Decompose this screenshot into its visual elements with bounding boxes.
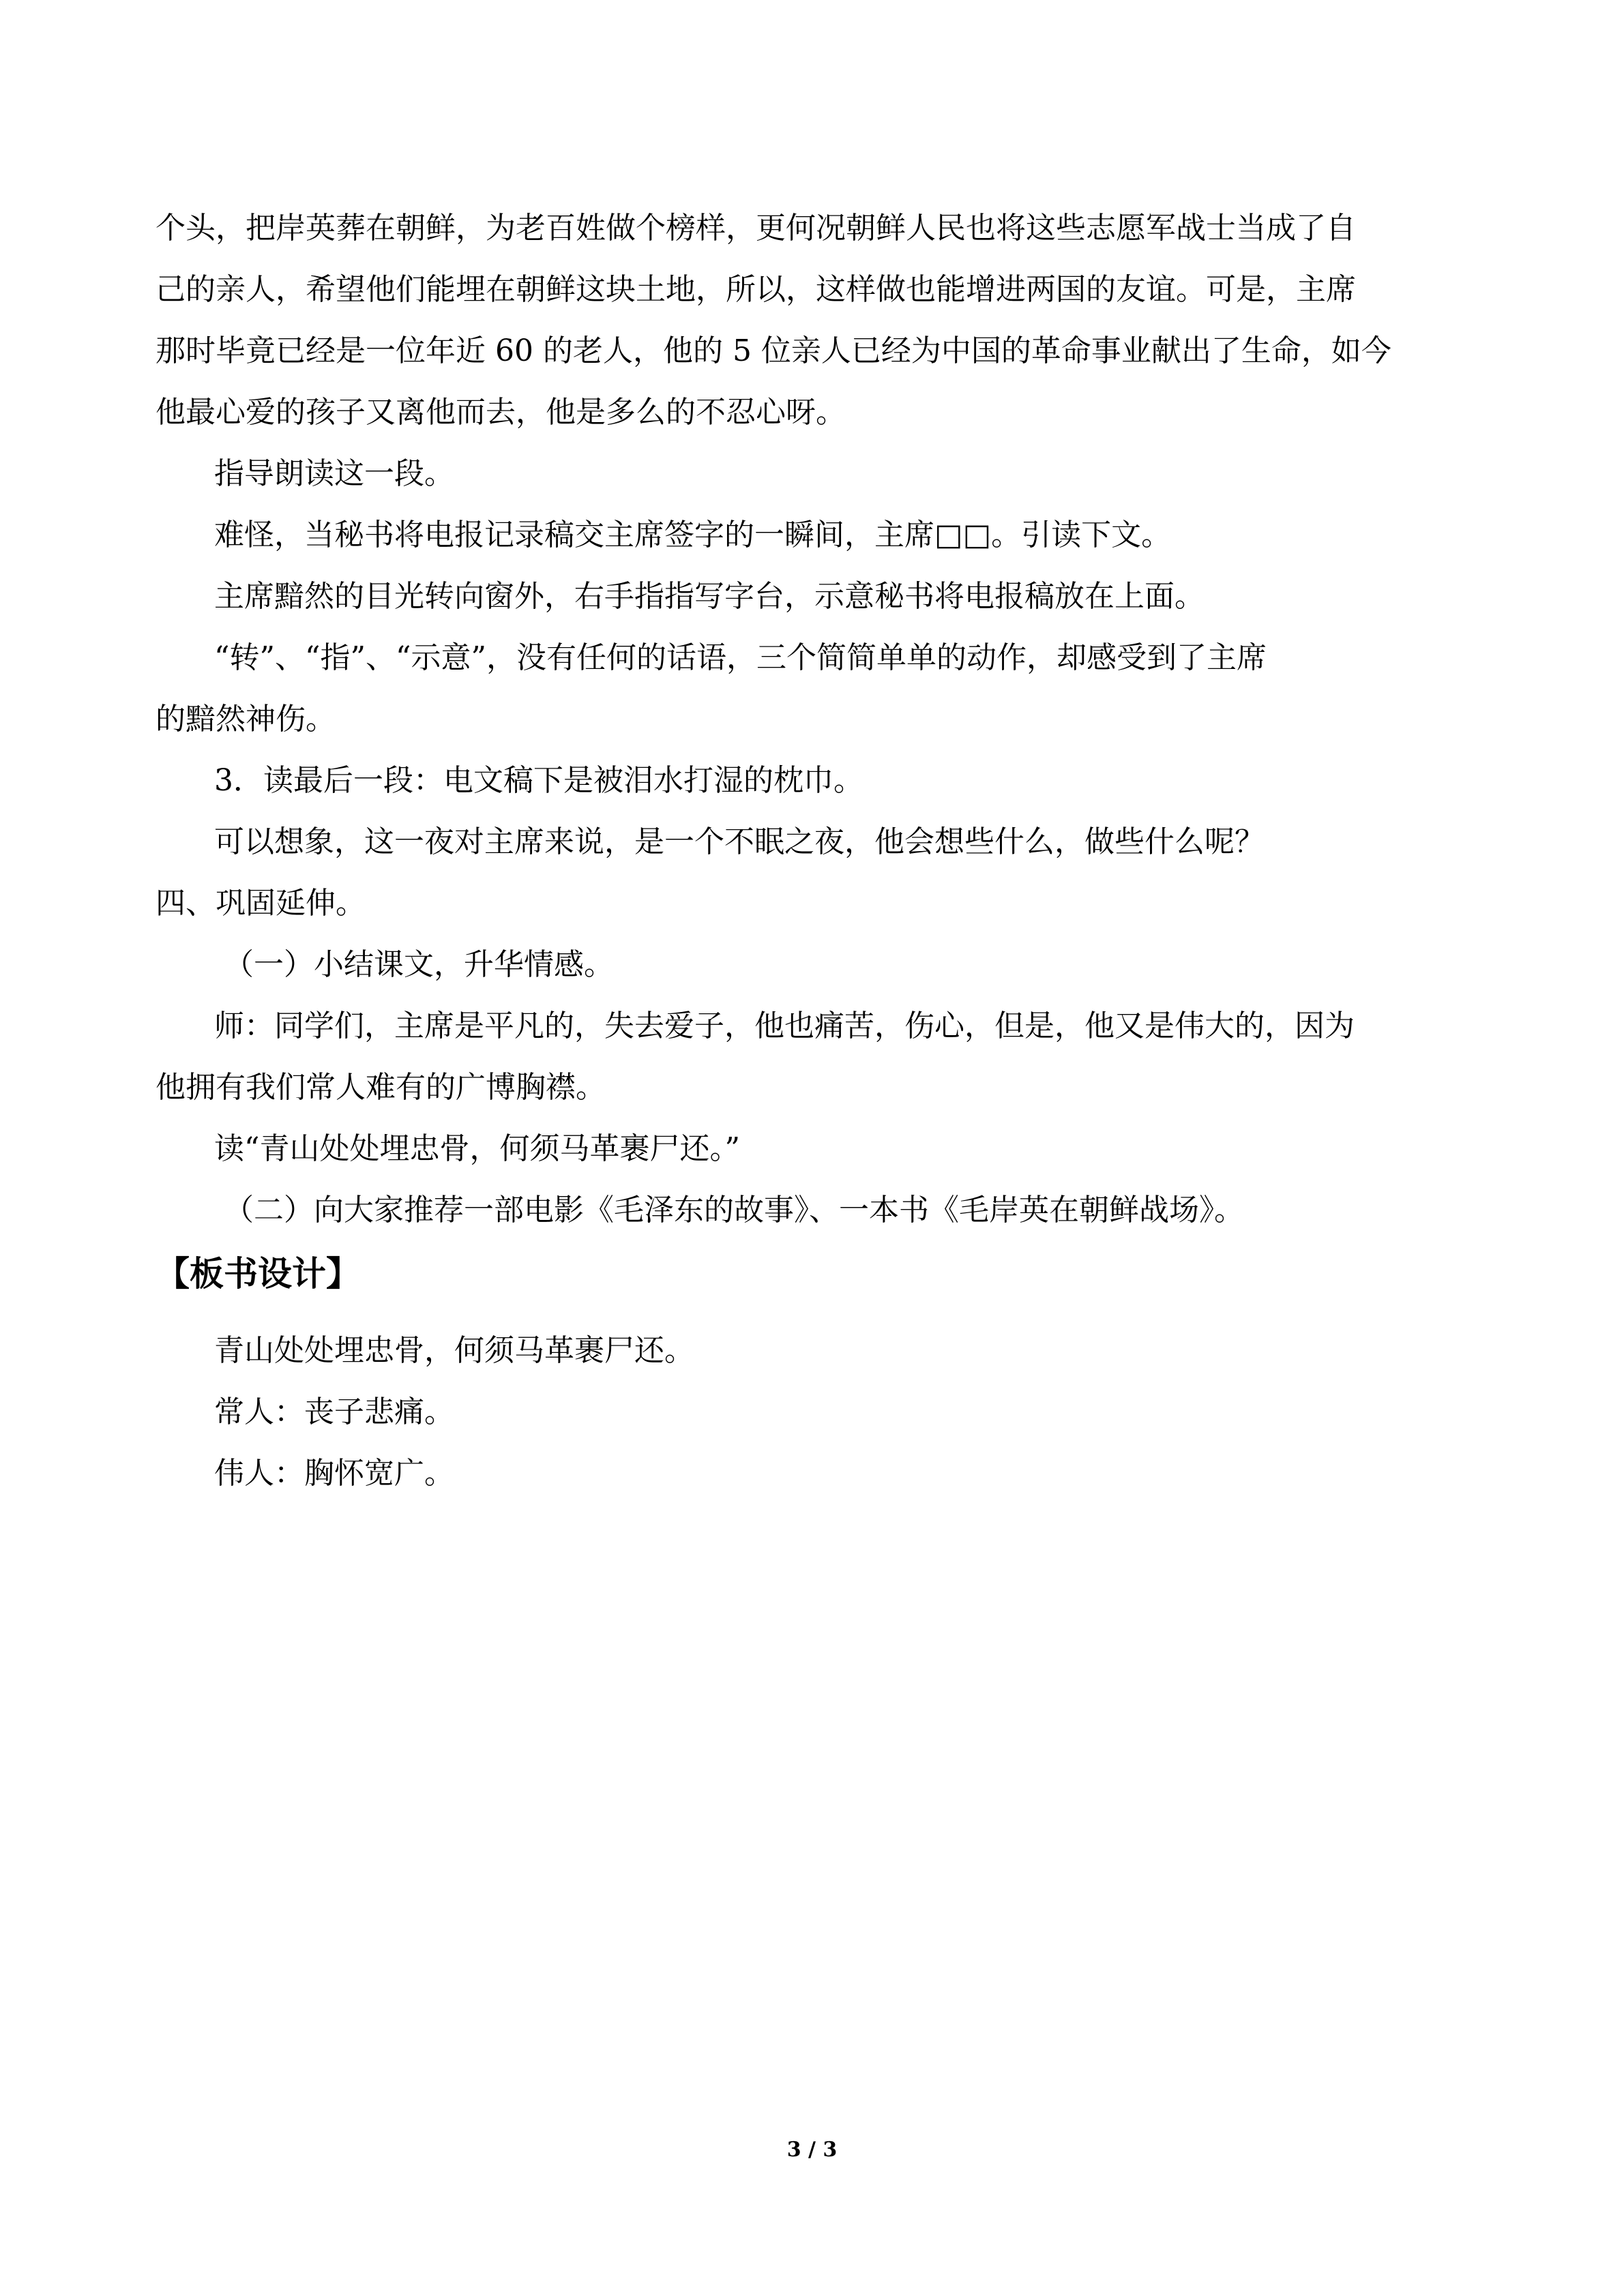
paragraph-line: 可以想象，这一夜对主席来说，是一个不眠之夜，他会想些什么，做些什么呢？ [214, 824, 1265, 859]
paragraph-line: 的黯然神伤。 [156, 702, 336, 736]
paragraph-line: 难怪，当秘书将电报记录稿交主席签字的一瞬间，主席□□。引读下文。 [214, 518, 1172, 552]
paragraph-line: 那时毕竟已经是一位年近 60 的老人，他的 5 位亲人已经为中国的革命事业献出了生命，如今 [156, 333, 1391, 368]
paragraph-line: “转”、“指”、“示意”，没有任何的话语，三个简简单单的动作，却感受到了主席 [214, 640, 1267, 675]
paragraph-line: 指导朗读这一段。 [214, 456, 454, 491]
paragraph-line: 3．读最后一段：电文稿下是被泪水打湿的枕巾。 [214, 763, 863, 798]
board-line: 伟人：胸怀宽广。 [214, 1456, 454, 1491]
paragraph-line: 主席黯然的目光转向窗外，右手指指写字台，示意秘书将电报稿放在上面。 [214, 579, 1205, 614]
paragraph-line: 师：同学们，主席是平凡的，失去爱子，他也痛苦，伤心，但是，他又是伟大的，因为 [214, 1009, 1355, 1043]
document-body [156, 211, 1468, 1518]
paragraph-line: 己的亲人，希望他们能埋在朝鲜这块土地，所以，这样做也能增进两国的友谊。可是，主席 [156, 272, 1356, 307]
subsection-line: （一）小结课文，升华情感。 [224, 947, 614, 982]
paragraph-line: 他最心爱的孩子又离他而去，他是多么的不忍心呀。 [156, 395, 846, 430]
section-line: 四、巩固延伸。 [156, 886, 366, 921]
paragraph-line: 他拥有我们常人难有的广博胸襟。 [156, 1070, 606, 1105]
board-line: 青山处处埋忠骨，何须马革裹尸还。 [214, 1333, 694, 1368]
subsection-line: （二）向大家推荐一部电影《毛泽东的故事》、一本书《毛岸英在朝鲜战场》。 [224, 1193, 1244, 1227]
paragraph-line: 个头，把岸英葬在朝鲜，为老百姓做个榜样，更何况朝鲜人民也将这些志愿军战士当成了自 [156, 211, 1356, 245]
board-line: 常人：丧子悲痛。 [214, 1395, 454, 1429]
paragraph-line: 读“青山处处埋忠骨，何须马革裹尸还。” [214, 1131, 740, 1166]
section-heading: 【板书设计】 [156, 1254, 360, 1294]
page-number: 3 / 3 [786, 2138, 838, 2162]
